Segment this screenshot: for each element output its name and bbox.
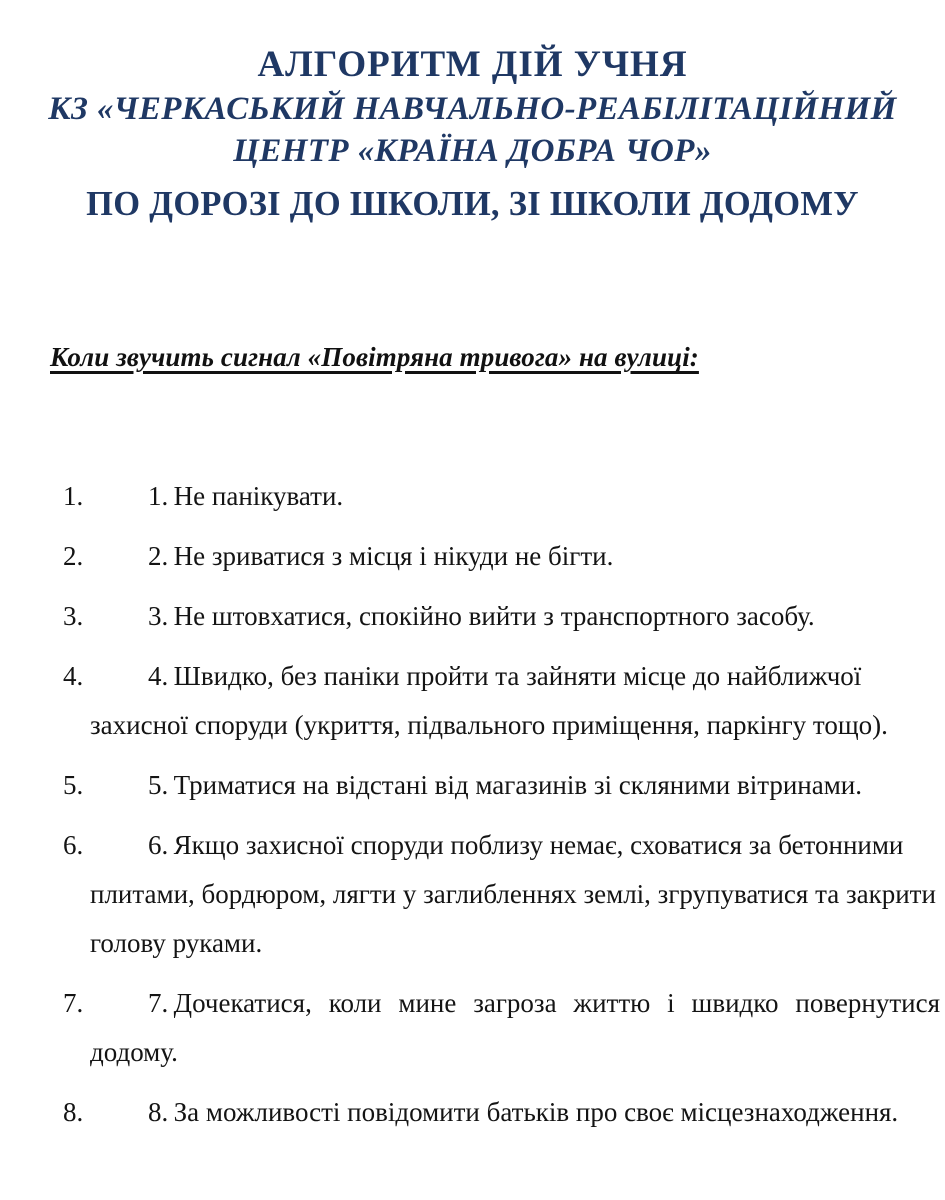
list-item-text: Не зриватися з місця і нікуди не бігти. xyxy=(173,541,614,571)
list-item-number: 3. xyxy=(148,601,174,631)
list-item-number: 2. xyxy=(148,541,174,571)
list-item xyxy=(90,652,940,750)
list-item-text: Не панікувати. xyxy=(173,481,344,511)
list-item-number: 5. xyxy=(148,770,174,800)
list-item xyxy=(90,821,940,968)
document-title-block xyxy=(0,42,945,226)
list-item xyxy=(90,532,940,581)
list-item-text: Триматися на відстані від магазинів зі скляними вітринами. xyxy=(173,770,863,800)
list-item-number: 6. xyxy=(148,830,174,860)
list-item-text: Якщо захисної споруди поблизу немає, сховатися за бетонними плитами, бордюром, лягти у заглибленнях землі, згрупуватися та закрити голову руками. xyxy=(90,830,936,958)
numbered-instruction-list xyxy=(50,472,940,1137)
list-item-text: За можливості повідомити батьків про своє місцезнаходження. xyxy=(173,1097,899,1127)
title-line-4: ПО ДОРОЗІ ДО ШКОЛИ, ЗІ ШКОЛИ ДОДОМУ xyxy=(86,183,859,223)
title-line-2: КЗ «ЧЕРКАСЬКИЙ НАВЧАЛЬНО-РЕАБІЛІТАЦІЙНИЙ xyxy=(48,90,897,127)
list-item xyxy=(90,472,940,521)
list-item xyxy=(90,592,940,641)
list-item-number: 1. xyxy=(148,481,174,511)
list-item-text: Дочекатися, коли мине загроза життю і швидко повернутися додому. xyxy=(90,988,940,1067)
list-item-text: Швидко, без паніки пройти та зайняти місце до найближчої захисної споруди (укриття, підвального приміщення, паркінгу тощо). xyxy=(90,661,888,740)
title-line-1: АЛГОРИТМ ДІЙ УЧНЯ xyxy=(257,44,688,85)
section-heading: Коли звучить сигнал «Повітряна тривога» на вулиці: xyxy=(50,342,699,372)
list-item-number: 7. xyxy=(148,988,174,1018)
list-item xyxy=(90,761,940,810)
list-item-number: 4. xyxy=(148,661,174,691)
title-line-3: ЦЕНТР «КРАЇНА ДОБРА ЧОР» xyxy=(233,133,712,170)
list-item xyxy=(90,979,940,1077)
list-item xyxy=(90,1088,940,1137)
list-item-number: 8. xyxy=(148,1097,174,1127)
list-item-text: Не штовхатися, спокійно вийти з транспортного засобу. xyxy=(173,601,815,631)
